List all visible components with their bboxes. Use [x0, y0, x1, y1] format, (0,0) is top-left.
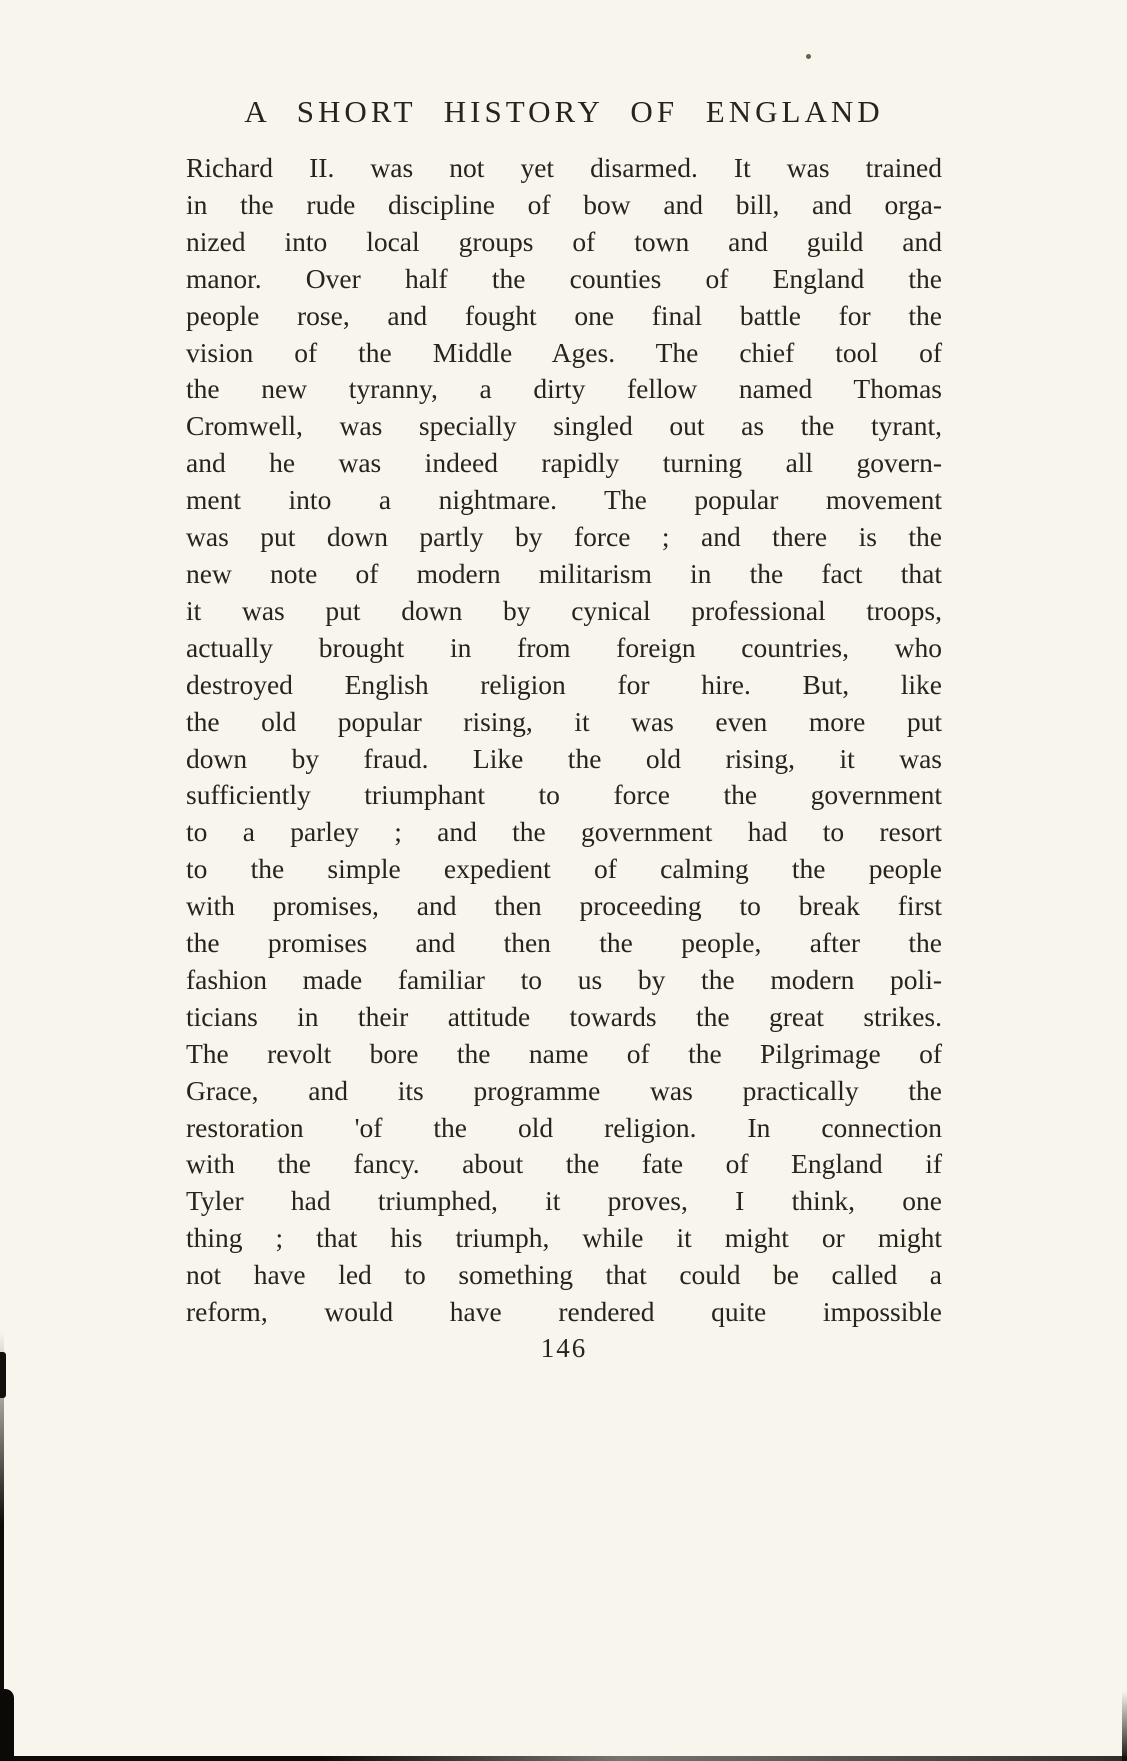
text-line: manor. Over half the counties of England the: [186, 262, 942, 294]
text-line: nized into local groups of town and guild and: [186, 225, 942, 257]
text-line: vision of the Middle Ages. The chief tool of: [186, 336, 942, 368]
text-line: people rose, and fought one final battle for the: [186, 299, 942, 331]
scan-artifact-right-edge: [1122, 1691, 1127, 1761]
scan-artifact-corner-blob: [0, 1689, 14, 1761]
page-body-text: [186, 150, 942, 1331]
scan-artifact-left-edge: [0, 1331, 4, 1761]
text-line: new note of modern militarism in the fact that: [186, 557, 942, 589]
text-line: actually brought in from foreign countries, who: [186, 631, 942, 663]
text-line: Grace, and its programme was practically the: [186, 1074, 942, 1106]
scan-artifact-bottom-edge: [0, 1756, 1127, 1761]
text-line: reform, would have rendered quite impossible: [186, 1296, 942, 1328]
scan-artifact-left-mark: [0, 1352, 6, 1398]
text-line: thing ; that his triumph, while it might or might: [186, 1222, 942, 1254]
page-header-title: A SHORT HISTORY OF ENGLAND: [244, 94, 884, 129]
text-line: it was put down by cynical professional troops,: [186, 594, 942, 626]
text-line: Tyler had triumphed, it proves, I think, one: [186, 1185, 942, 1217]
text-line: the old popular rising, it was even more put: [186, 705, 942, 737]
text-line: the promises and then the people, after the: [186, 927, 942, 959]
text-line: sufficiently triumphant to force the government: [186, 779, 942, 811]
scan-artifact-dot: [806, 54, 811, 59]
text-line: ticians in their attitude towards the great strikes.: [186, 1000, 942, 1032]
text-line: the new tyranny, a dirty fellow named Thomas: [186, 373, 942, 405]
text-line: destroyed English religion for hire. But, like: [186, 668, 942, 700]
text-line: and he was indeed rapidly turning all govern-: [186, 447, 942, 479]
text-line: not have led to something that could be called a: [186, 1259, 942, 1291]
text-line: ment into a nightmare. The popular movement: [186, 484, 942, 516]
text-line: in the rude discipline of bow and bill, and orga-: [186, 188, 942, 220]
page-number: 146: [540, 1333, 588, 1363]
text-line: was put down partly by force ; and there is the: [186, 521, 942, 553]
text-line: The revolt bore the name of the Pilgrimage of: [186, 1037, 942, 1069]
text-line: Cromwell, was specially singled out as the tyrant,: [186, 410, 942, 442]
text-line: fashion made familiar to us by the modern poli-: [186, 963, 942, 995]
text-line: with promises, and then proceeding to break first: [186, 890, 942, 922]
text-line: to the simple expedient of calming the people: [186, 853, 942, 885]
text-line: to a parley ; and the government had to resort: [186, 816, 942, 848]
text-line: restoration 'of the old religion. In connection: [186, 1111, 942, 1143]
text-line: down by fraud. Like the old rising, it was: [186, 742, 942, 774]
text-line: with the fancy. about the fate of England if: [186, 1148, 942, 1180]
text-line: Richard II. was not yet disarmed. It was trained: [186, 152, 942, 183]
